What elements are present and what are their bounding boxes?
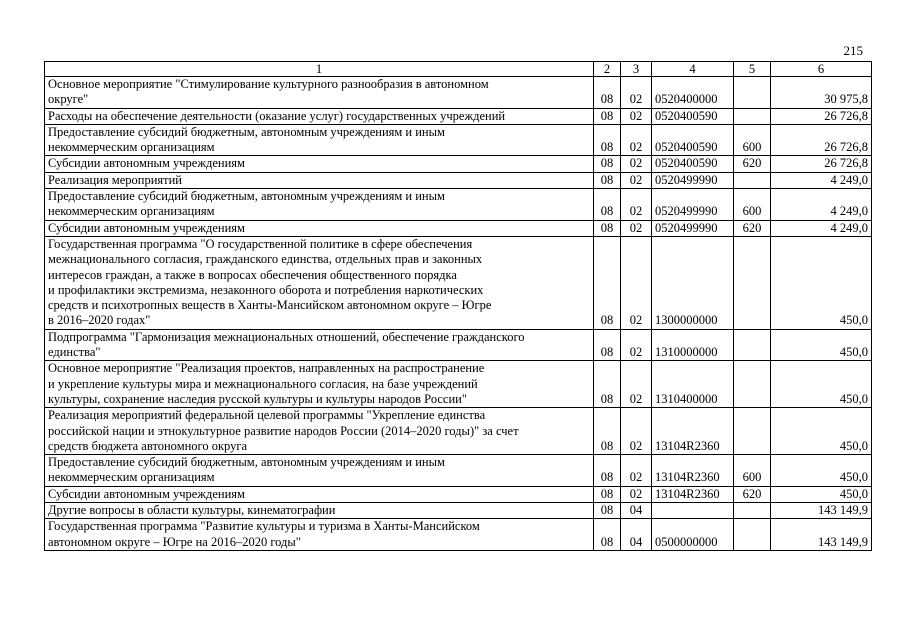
row-target-item-cell: 0520400000 [652,77,734,109]
table-row [45,503,872,519]
row-expense-type-cell [734,503,771,519]
row-target-item-cell: 1310400000 [652,361,734,408]
row-expense-type-cell [734,408,771,455]
row-expense-type-cell [734,361,771,408]
row-amount-cell: 450,0 [771,408,872,455]
row-expense-type-cell: 620 [734,156,771,172]
row-subsection-cell: 02 [621,486,652,502]
row-section-cell: 08 [594,108,621,124]
row-name-cell: Государственная программа "О государственной политике в сфере обеспечения межнационального согласия, гражданского единства, отдельных прав и законных интересов граждан, а также в вопросах обеспечения общественного порядка и профилактики экстремизма, незаконного оборота и потребления наркотических средств и психотропных веществ в Ханты-Мансийском автономном округе – Югре в 2016–2020 годах" [45,236,594,329]
row-target-item-cell: 0520499990 [652,220,734,236]
row-subsection-cell: 02 [621,189,652,221]
column-header-target-item: 4 [652,62,734,77]
row-expense-type-cell [734,108,771,124]
row-expense-type-cell [734,519,771,551]
row-section-cell: 08 [594,486,621,502]
row-target-item-cell: 0520400590 [652,156,734,172]
row-name-cell: Предоставление субсидий бюджетным, автономным учреждениям и иным некоммерческим организациям [45,189,594,221]
row-target-item-cell: 0520499990 [652,189,734,221]
row-section-cell: 08 [594,220,621,236]
row-amount-cell: 26 726,8 [771,124,872,156]
row-name-cell: Подпрограмма "Гармонизация межнациональных отношений, обеспечение гражданского единства" [45,329,594,361]
row-target-item-cell: 1300000000 [652,236,734,329]
row-name-cell: Другие вопросы в области культуры, кинематографии [45,503,594,519]
row-amount-cell: 143 149,9 [771,503,872,519]
column-header-section: 2 [594,62,621,77]
table-row [45,156,872,172]
column-header-amount: 6 [771,62,872,77]
row-amount-cell: 450,0 [771,361,872,408]
row-subsection-cell: 02 [621,455,652,487]
row-section-cell: 08 [594,236,621,329]
row-section-cell: 08 [594,519,621,551]
row-subsection-cell: 02 [621,236,652,329]
row-subsection-cell: 02 [621,156,652,172]
row-amount-cell: 143 149,9 [771,519,872,551]
row-subsection-cell: 02 [621,108,652,124]
row-target-item-cell: 13104R2360 [652,455,734,487]
row-name-cell: Субсидии автономным учреждениям [45,486,594,502]
row-expense-type-cell: 620 [734,486,771,502]
table-row [45,189,872,221]
row-expense-type-cell: 600 [734,455,771,487]
table-row [45,220,872,236]
table-row [45,172,872,188]
row-section-cell: 08 [594,329,621,361]
row-subsection-cell: 02 [621,172,652,188]
row-subsection-cell: 02 [621,77,652,109]
row-expense-type-cell [734,236,771,329]
table-row [45,361,872,408]
row-target-item-cell: 0520400590 [652,108,734,124]
row-target-item-cell: 0520400590 [652,124,734,156]
row-name-cell: Государственная программа "Развитие культуры и туризма в Ханты-Мансийском автономном округе – Югре на 2016–2020 годы" [45,519,594,551]
column-header-subsection: 3 [621,62,652,77]
row-section-cell: 08 [594,189,621,221]
table-row [45,455,872,487]
row-name-cell: Основное мероприятие "Стимулирование культурного разнообразия в автономном округе" [45,77,594,109]
row-section-cell: 08 [594,172,621,188]
table-row [45,486,872,502]
row-name-cell: Основное мероприятие "Реализация проектов, направленных на распространение и укрепление культуры мира и межнационального согласия, на базе учреждений культуры, сохранение наследия русской культуры и культуры народов России" [45,361,594,408]
row-name-cell: Предоставление субсидий бюджетным, автономным учреждениям и иным некоммерческим организациям [45,124,594,156]
row-name-cell: Предоставление субсидий бюджетным, автономным учреждениям и иным некоммерческим организациям [45,455,594,487]
page-number: 215 [843,43,863,58]
row-amount-cell: 30 975,8 [771,77,872,109]
table-row [45,408,872,455]
row-subsection-cell: 04 [621,519,652,551]
row-section-cell: 08 [594,408,621,455]
column-header-expense-type: 5 [734,62,771,77]
row-amount-cell: 4 249,0 [771,172,872,188]
row-target-item-cell: 13104R2360 [652,486,734,502]
row-amount-cell: 450,0 [771,455,872,487]
table-row [45,124,872,156]
row-expense-type-cell: 600 [734,189,771,221]
row-subsection-cell: 02 [621,124,652,156]
row-target-item-cell: 1310000000 [652,329,734,361]
row-amount-cell: 4 249,0 [771,189,872,221]
row-name-cell: Субсидии автономным учреждениям [45,220,594,236]
row-expense-type-cell [734,172,771,188]
row-amount-cell: 450,0 [771,236,872,329]
table-row [45,329,872,361]
row-name-cell: Субсидии автономным учреждениям [45,156,594,172]
row-name-cell: Расходы на обеспечение деятельности (оказание услуг) государственных учреждений [45,108,594,124]
row-name-cell: Реализация мероприятий федеральной целевой программы "Укрепление единства российской нации и этнокультурное развитие народов России (2014–2020 годы)" за счет средств бюджета автономного округа [45,408,594,455]
row-subsection-cell: 02 [621,329,652,361]
row-subsection-cell: 04 [621,503,652,519]
row-section-cell: 08 [594,124,621,156]
row-section-cell: 08 [594,503,621,519]
row-amount-cell: 450,0 [771,329,872,361]
table-header-row [45,62,872,77]
row-amount-cell: 4 249,0 [771,220,872,236]
table-row [45,236,872,329]
row-name-cell: Реализация мероприятий [45,172,594,188]
row-expense-type-cell [734,77,771,109]
row-target-item-cell: 13104R2360 [652,408,734,455]
row-section-cell: 08 [594,77,621,109]
row-expense-type-cell [734,329,771,361]
row-expense-type-cell: 600 [734,124,771,156]
budget-table [44,61,872,551]
row-subsection-cell: 02 [621,408,652,455]
row-section-cell: 08 [594,361,621,408]
row-section-cell: 08 [594,455,621,487]
row-subsection-cell: 02 [621,361,652,408]
table-row [45,77,872,109]
row-expense-type-cell: 620 [734,220,771,236]
row-target-item-cell: 0520499990 [652,172,734,188]
table-row [45,108,872,124]
row-section-cell: 08 [594,156,621,172]
column-header-name: 1 [45,62,594,77]
row-amount-cell: 450,0 [771,486,872,502]
table-row [45,519,872,551]
row-target-item-cell [652,503,734,519]
row-amount-cell: 26 726,8 [771,108,872,124]
row-target-item-cell: 0500000000 [652,519,734,551]
row-subsection-cell: 02 [621,220,652,236]
row-amount-cell: 26 726,8 [771,156,872,172]
